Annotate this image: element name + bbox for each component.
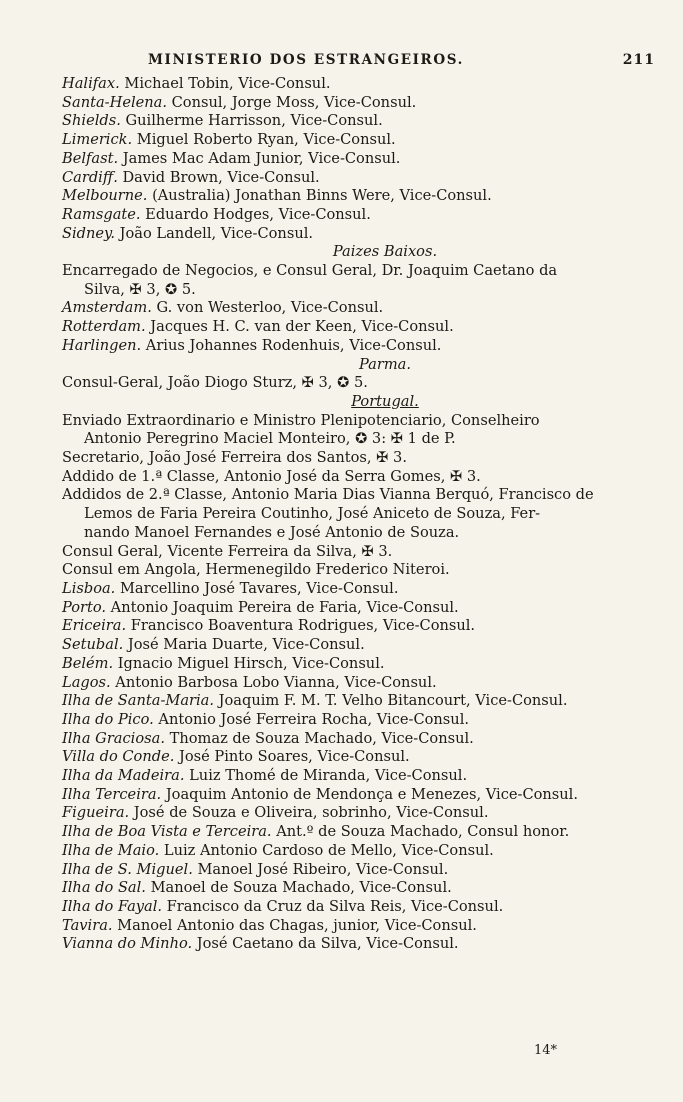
consul-entry <box>62 655 658 674</box>
consul-entry <box>62 524 658 543</box>
consul-entry <box>62 692 658 711</box>
entry-place: Ilha de S. Miguel. <box>62 860 193 878</box>
consul-entry <box>62 711 658 730</box>
entry-text: Lemos de Faria Pereira Coutinho, José Aniceto de Souza, Fer- <box>84 505 541 523</box>
entry-text: Manoel Antonio das Chagas, junior, Vice-Consul. <box>112 916 477 934</box>
entry-text: Antonio Peregrino Maciel Monteiro, ✪ 3: ✠ 1 de P. <box>84 430 456 448</box>
entry-place: Ilha de Boa Vista e Terceira. <box>62 823 272 841</box>
consul-entry <box>62 206 658 225</box>
entry-text: Manoel de Souza Machado, Vice-Consul. <box>145 879 452 897</box>
section-heading-text: Paizes Baixos. <box>332 243 438 261</box>
entry-text: José de Souza e Oliveira, sobrinho, Vice-Consul. <box>129 804 489 822</box>
entry-place: Halifax. <box>62 75 120 92</box>
running-head: MINISTERIO DOS ESTRANGEIROS. <box>148 52 464 68</box>
entry-place: Ilha Terceira. <box>62 785 162 803</box>
entry-text: Arius Johannes Rodenhuis, Vice-Consul. <box>141 336 442 354</box>
consul-entry <box>62 561 658 580</box>
consul-entry <box>62 861 658 880</box>
consul-entry <box>62 262 658 281</box>
entry-place: Ilha de Santa-Maria. <box>62 692 215 710</box>
entry-place: Rotterdam. <box>62 318 146 336</box>
entry-place: Ilha do Pico. <box>62 710 154 728</box>
entry-text: Secretario, João José Ferreira dos Santos, ✠ 3. <box>62 449 407 467</box>
entry-place: Sidney. <box>62 224 115 242</box>
entry-place: Lagos. <box>62 673 111 691</box>
entry-text: Francisco da Cruz da Silva Reis, Vice-Consul. <box>162 897 504 915</box>
entry-place: Vianna do Minho. <box>62 935 193 953</box>
entry-place: Tavira. <box>62 916 113 934</box>
consul-entry <box>62 150 658 169</box>
entry-text: (Australia) Jonathan Binns Were, Vice-Consul. <box>147 187 492 205</box>
entry-text: Francisco Boaventura Rodrigues, Vice-Consul. <box>126 617 476 635</box>
consul-entry <box>62 112 658 131</box>
page-body <box>62 75 658 954</box>
consul-entry <box>62 131 658 150</box>
consul-entry <box>62 337 658 356</box>
entry-text: Consul em Angola, Hermenegildo Frederico Niteroi. <box>62 561 450 579</box>
entry-text: Silva, ✠ 3, ✪ 5. <box>84 280 196 298</box>
entry-text: José Maria Duarte, Vice-Consul. <box>123 636 365 654</box>
consul-entry <box>62 75 658 94</box>
consul-entry <box>62 935 658 954</box>
entry-text: Ant.º de Souza Machado, Consul honor. <box>271 823 570 841</box>
entry-text: Joaquim F. M. T. Velho Bitancourt, Vice-Consul. <box>214 692 568 710</box>
entry-text: nando Manoel Fernandes e José Antonio de Souza. <box>84 523 460 541</box>
consul-entry <box>62 879 658 898</box>
entry-place: Ilha da Madeira. <box>62 767 185 785</box>
consul-entry <box>62 543 658 562</box>
consul-entry <box>62 299 658 318</box>
entry-place: Porto. <box>62 598 107 616</box>
entry-text: Consul Geral, Vicente Ferreira da Silva, ✠ 3. <box>62 542 393 560</box>
entry-place: Santa-Helena. <box>62 93 167 111</box>
entry-text: Marcellino José Tavares, Vice-Consul. <box>115 579 399 597</box>
entry-text: Consul-Geral, João Diogo Sturz, ✠ 3, ✪ 5. <box>62 374 368 392</box>
page-number: 211 <box>622 52 655 68</box>
entry-text: G. von Westerloo, Vice-Consul. <box>151 299 384 317</box>
signature-mark: 14* <box>534 1043 558 1058</box>
entry-text: Antonio Barbosa Lobo Vianna, Vice-Consul. <box>110 673 437 691</box>
consul-entry <box>62 374 658 393</box>
entry-place: Ericeira. <box>62 617 127 635</box>
consul-entry <box>62 94 658 113</box>
consul-entry <box>62 580 658 599</box>
consul-entry <box>62 449 658 468</box>
consul-entry <box>62 842 658 861</box>
entry-place: Ilha de Maio. <box>62 841 160 859</box>
entry-place: Figueira. <box>62 804 130 822</box>
entry-text: José Caetano da Silva, Vice-Consul. <box>192 935 459 953</box>
entry-place: Cardiff. <box>62 168 118 186</box>
entry-place: Villa do Conde. <box>62 748 175 766</box>
entry-place: Amsterdam. <box>62 299 152 317</box>
section-heading-text: Portugal. <box>351 392 419 410</box>
consul-entry <box>62 430 658 449</box>
entry-text: José Pinto Soares, Vice-Consul. <box>174 748 410 766</box>
entry-text: Encarregado de Negocios, e Consul Geral, Dr. Joaquim Caetano da <box>62 262 558 280</box>
entry-place: Ilha Graciosa. <box>62 729 165 747</box>
entry-text: Consul, Jorge Moss, Vice-Consul. <box>167 93 417 111</box>
entry-text: Antonio Joaquim Pereira de Faria, Vice-Consul. <box>106 598 459 616</box>
entry-text: Antonio José Ferreira Rocha, Vice-Consul. <box>153 710 470 728</box>
consul-entry <box>62 486 658 505</box>
consul-entry <box>62 823 658 842</box>
section-heading <box>62 393 658 412</box>
entry-text: Joaquim Antonio de Mendonça e Menezes, Vice-Consul. <box>161 785 578 803</box>
entry-text: Michael Tobin, Vice-Consul. <box>119 75 331 92</box>
entry-text: Addido de 1.ª Classe, Antonio José da Serra Gomes, ✠ 3. <box>62 467 481 485</box>
entry-text: Luiz Thomé de Miranda, Vice-Consul. <box>184 767 468 785</box>
entry-place: Belém. <box>62 654 114 672</box>
entry-text: David Brown, Vice-Consul. <box>117 168 320 186</box>
entry-place: Ramsgate. <box>62 205 141 223</box>
consul-entry <box>62 468 658 487</box>
consul-entry <box>62 748 658 767</box>
consul-entry <box>62 786 658 805</box>
page-header <box>0 52 683 72</box>
entry-place: Ilha do Fayal. <box>62 897 163 915</box>
entry-place: Setubal. <box>62 636 124 654</box>
consul-entry <box>62 917 658 936</box>
entry-place: Ilha do Sal. <box>62 879 146 897</box>
entry-place: Belfast. <box>62 149 119 167</box>
entry-place: Lisboa. <box>62 579 116 597</box>
consul-entry <box>62 225 658 244</box>
consul-entry <box>62 599 658 618</box>
entry-place: Shields. <box>62 112 121 130</box>
consul-entry <box>62 636 658 655</box>
consul-entry <box>62 169 658 188</box>
consul-entry <box>62 187 658 206</box>
entry-text: Jacques H. C. van der Keen, Vice-Consul. <box>145 318 454 336</box>
consul-entry <box>62 318 658 337</box>
consul-entry <box>62 730 658 749</box>
section-heading <box>62 243 658 262</box>
consul-entry <box>62 617 658 636</box>
entry-text: Eduardo Hodges, Vice-Consul. <box>140 205 371 223</box>
entry-text: João Landell, Vice-Consul. <box>115 224 314 242</box>
consul-entry <box>62 767 658 786</box>
entry-text: Addidos de 2.ª Classe, Antonio Maria Dias Vianna Berquó, Francisco de <box>62 486 594 504</box>
section-heading <box>62 356 658 375</box>
entry-place: Limerick. <box>62 131 133 149</box>
entry-text: Miguel Roberto Ryan, Vice-Consul. <box>132 131 396 149</box>
consul-entry <box>62 804 658 823</box>
entry-place: Melbourne. <box>62 187 148 205</box>
consul-entry <box>62 674 658 693</box>
entry-text: Manoel José Ribeiro, Vice-Consul. <box>192 860 449 878</box>
section-heading-text: Parma. <box>358 355 412 373</box>
consul-entry <box>62 412 658 431</box>
entry-text: Enviado Extraordinario e Ministro Plenipotenciario, Conselheiro <box>62 411 540 429</box>
entry-text: James Mac Adam Junior, Vice-Consul. <box>118 149 401 167</box>
consul-entry <box>62 281 658 300</box>
entry-text: Ignacio Miguel Hirsch, Vice-Consul. <box>113 654 385 672</box>
entry-place: Harlingen. <box>62 336 142 354</box>
entry-text: Luiz Antonio Cardoso de Mello, Vice-Consul. <box>159 841 494 859</box>
consul-entry <box>62 898 658 917</box>
consul-entry <box>62 505 658 524</box>
entry-text: Thomaz de Souza Machado, Vice-Consul. <box>164 729 474 747</box>
entry-text: Guilherme Harrisson, Vice-Consul. <box>120 112 383 130</box>
